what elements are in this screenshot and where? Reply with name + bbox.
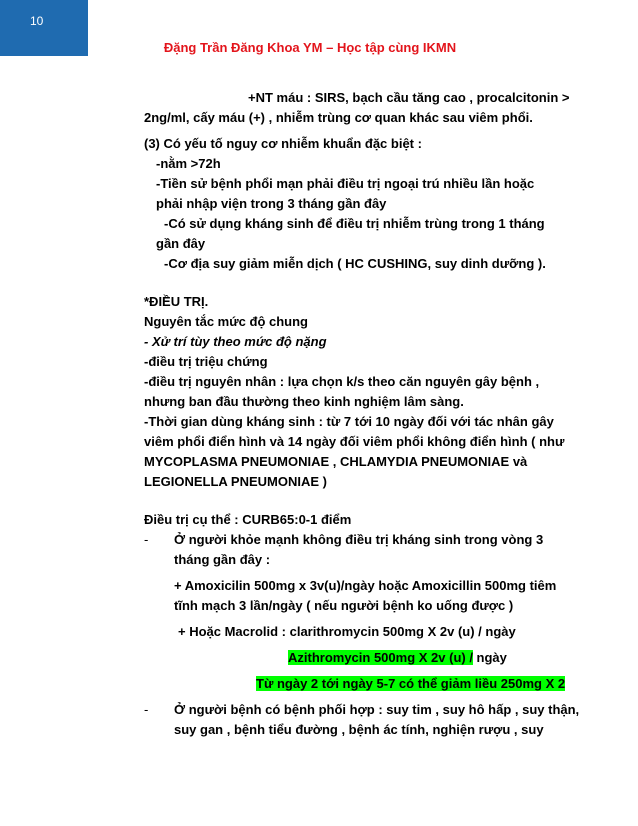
page-header: Đặng Trần Đăng Khoa YM – Học tập cùng IKMN bbox=[163, 40, 457, 55]
azithromycin-highlight: Azithromycin 500mg X 2v (u) / bbox=[288, 650, 473, 665]
specific-treatment-title: Điều trị cụ thể : CURB65:0-1 điểm bbox=[144, 512, 352, 527]
document-body bbox=[144, 88, 580, 740]
azithromycin-rest: ngày bbox=[472, 650, 507, 665]
amoxicillin-line-2: tĩnh mạch 3 lần/ngày ( nếu người bệnh ko uống được ) bbox=[174, 598, 514, 613]
comorbid-patient-item bbox=[144, 700, 580, 720]
treatment-title: *ĐIỀU TRỊ. bbox=[144, 294, 209, 309]
azithromycin-line bbox=[144, 648, 574, 668]
principle-4a: -Thời gian dùng kháng sinh : từ 7 tới 10 ngày đối với tác nhân gây bbox=[144, 414, 554, 429]
risk-item-3a: -Có sử dụng kháng sinh để điều trị nhiễm trùng trong 1 tháng bbox=[164, 216, 545, 231]
nt-mau-line-1: +NT máu : SIRS, bạch cầu tăng cao , procalcitonin > bbox=[248, 90, 570, 105]
risk-item-2a: -Tiền sử bệnh phổi mạn phải điều trị ngoại trú nhiều lần hoặc bbox=[156, 176, 535, 191]
healthy-line-1: Ở người khỏe mạnh không điều trị kháng sinh trong vòng 3 bbox=[174, 532, 544, 547]
taper-line bbox=[144, 674, 574, 694]
principle-4d: LEGIONELLA PNEUMONIAE ) bbox=[144, 474, 327, 489]
risk-title: (3) Có yếu tố nguy cơ nhiễm khuẩn đặc biệt : bbox=[144, 136, 422, 151]
principle-4b: viêm phổi điển hình và 14 ngày đối viêm phổi không điển hình ( như bbox=[144, 434, 565, 449]
macrolid-line: + Hoặc Macrolid : clarithromycin 500mg X 2v (u) / ngày bbox=[178, 624, 516, 639]
risk-item-1: -nằm >72h bbox=[156, 156, 221, 171]
taper-highlight: Từ ngày 2 tới ngày 5-7 có thể giảm liều 250mg X 2 bbox=[256, 676, 566, 691]
risk-item-4: -Cơ địa suy giảm miễn dịch ( HC CUSHING, suy dinh dưỡng ). bbox=[164, 256, 546, 271]
comorbid-line-2: suy gan , bệnh tiểu đường , bệnh ác tính, nghiện rượu , suy bbox=[174, 722, 544, 737]
list-dash: - bbox=[144, 702, 149, 717]
page-number: 10 bbox=[30, 14, 44, 28]
principle-4c: MYCOPLASMA PNEUMONIAE , CHLAMYDIA PNEUMONIAE và bbox=[144, 454, 528, 469]
principle-3b: nhưng ban đầu thường theo kinh nghiệm lâm sàng. bbox=[144, 394, 464, 409]
risk-item-2b: phải nhập viện trong 3 tháng gần đây bbox=[156, 196, 387, 211]
healthy-line-2: tháng gần đây : bbox=[174, 552, 271, 567]
nt-mau-line-2: 2ng/ml, cấy máu (+) , nhiễm trùng cơ quan khác sau viêm phổi. bbox=[144, 110, 533, 125]
principle-title: Nguyên tắc mức độ chung bbox=[144, 314, 308, 329]
amoxicillin-line-1: + Amoxicilin 500mg x 3v(u)/ngày hoặc Amoxicillin 500mg tiêm bbox=[174, 578, 557, 593]
healthy-patient-item bbox=[144, 530, 574, 550]
page-number-box bbox=[0, 0, 88, 56]
principle-3a: -điều trị nguyên nhân : lựa chọn k/s theo căn nguyên gây bệnh , bbox=[144, 374, 540, 389]
principle-1: - Xử trí tùy theo mức độ nặng bbox=[144, 334, 327, 349]
comorbid-line-1: Ở người bệnh có bệnh phối hợp : suy tim , suy hô hấp , suy thận, bbox=[174, 702, 580, 717]
risk-item-3b: gần đây bbox=[156, 236, 206, 251]
list-dash: - bbox=[144, 532, 149, 547]
principle-2: -điều trị triệu chứng bbox=[144, 354, 268, 369]
